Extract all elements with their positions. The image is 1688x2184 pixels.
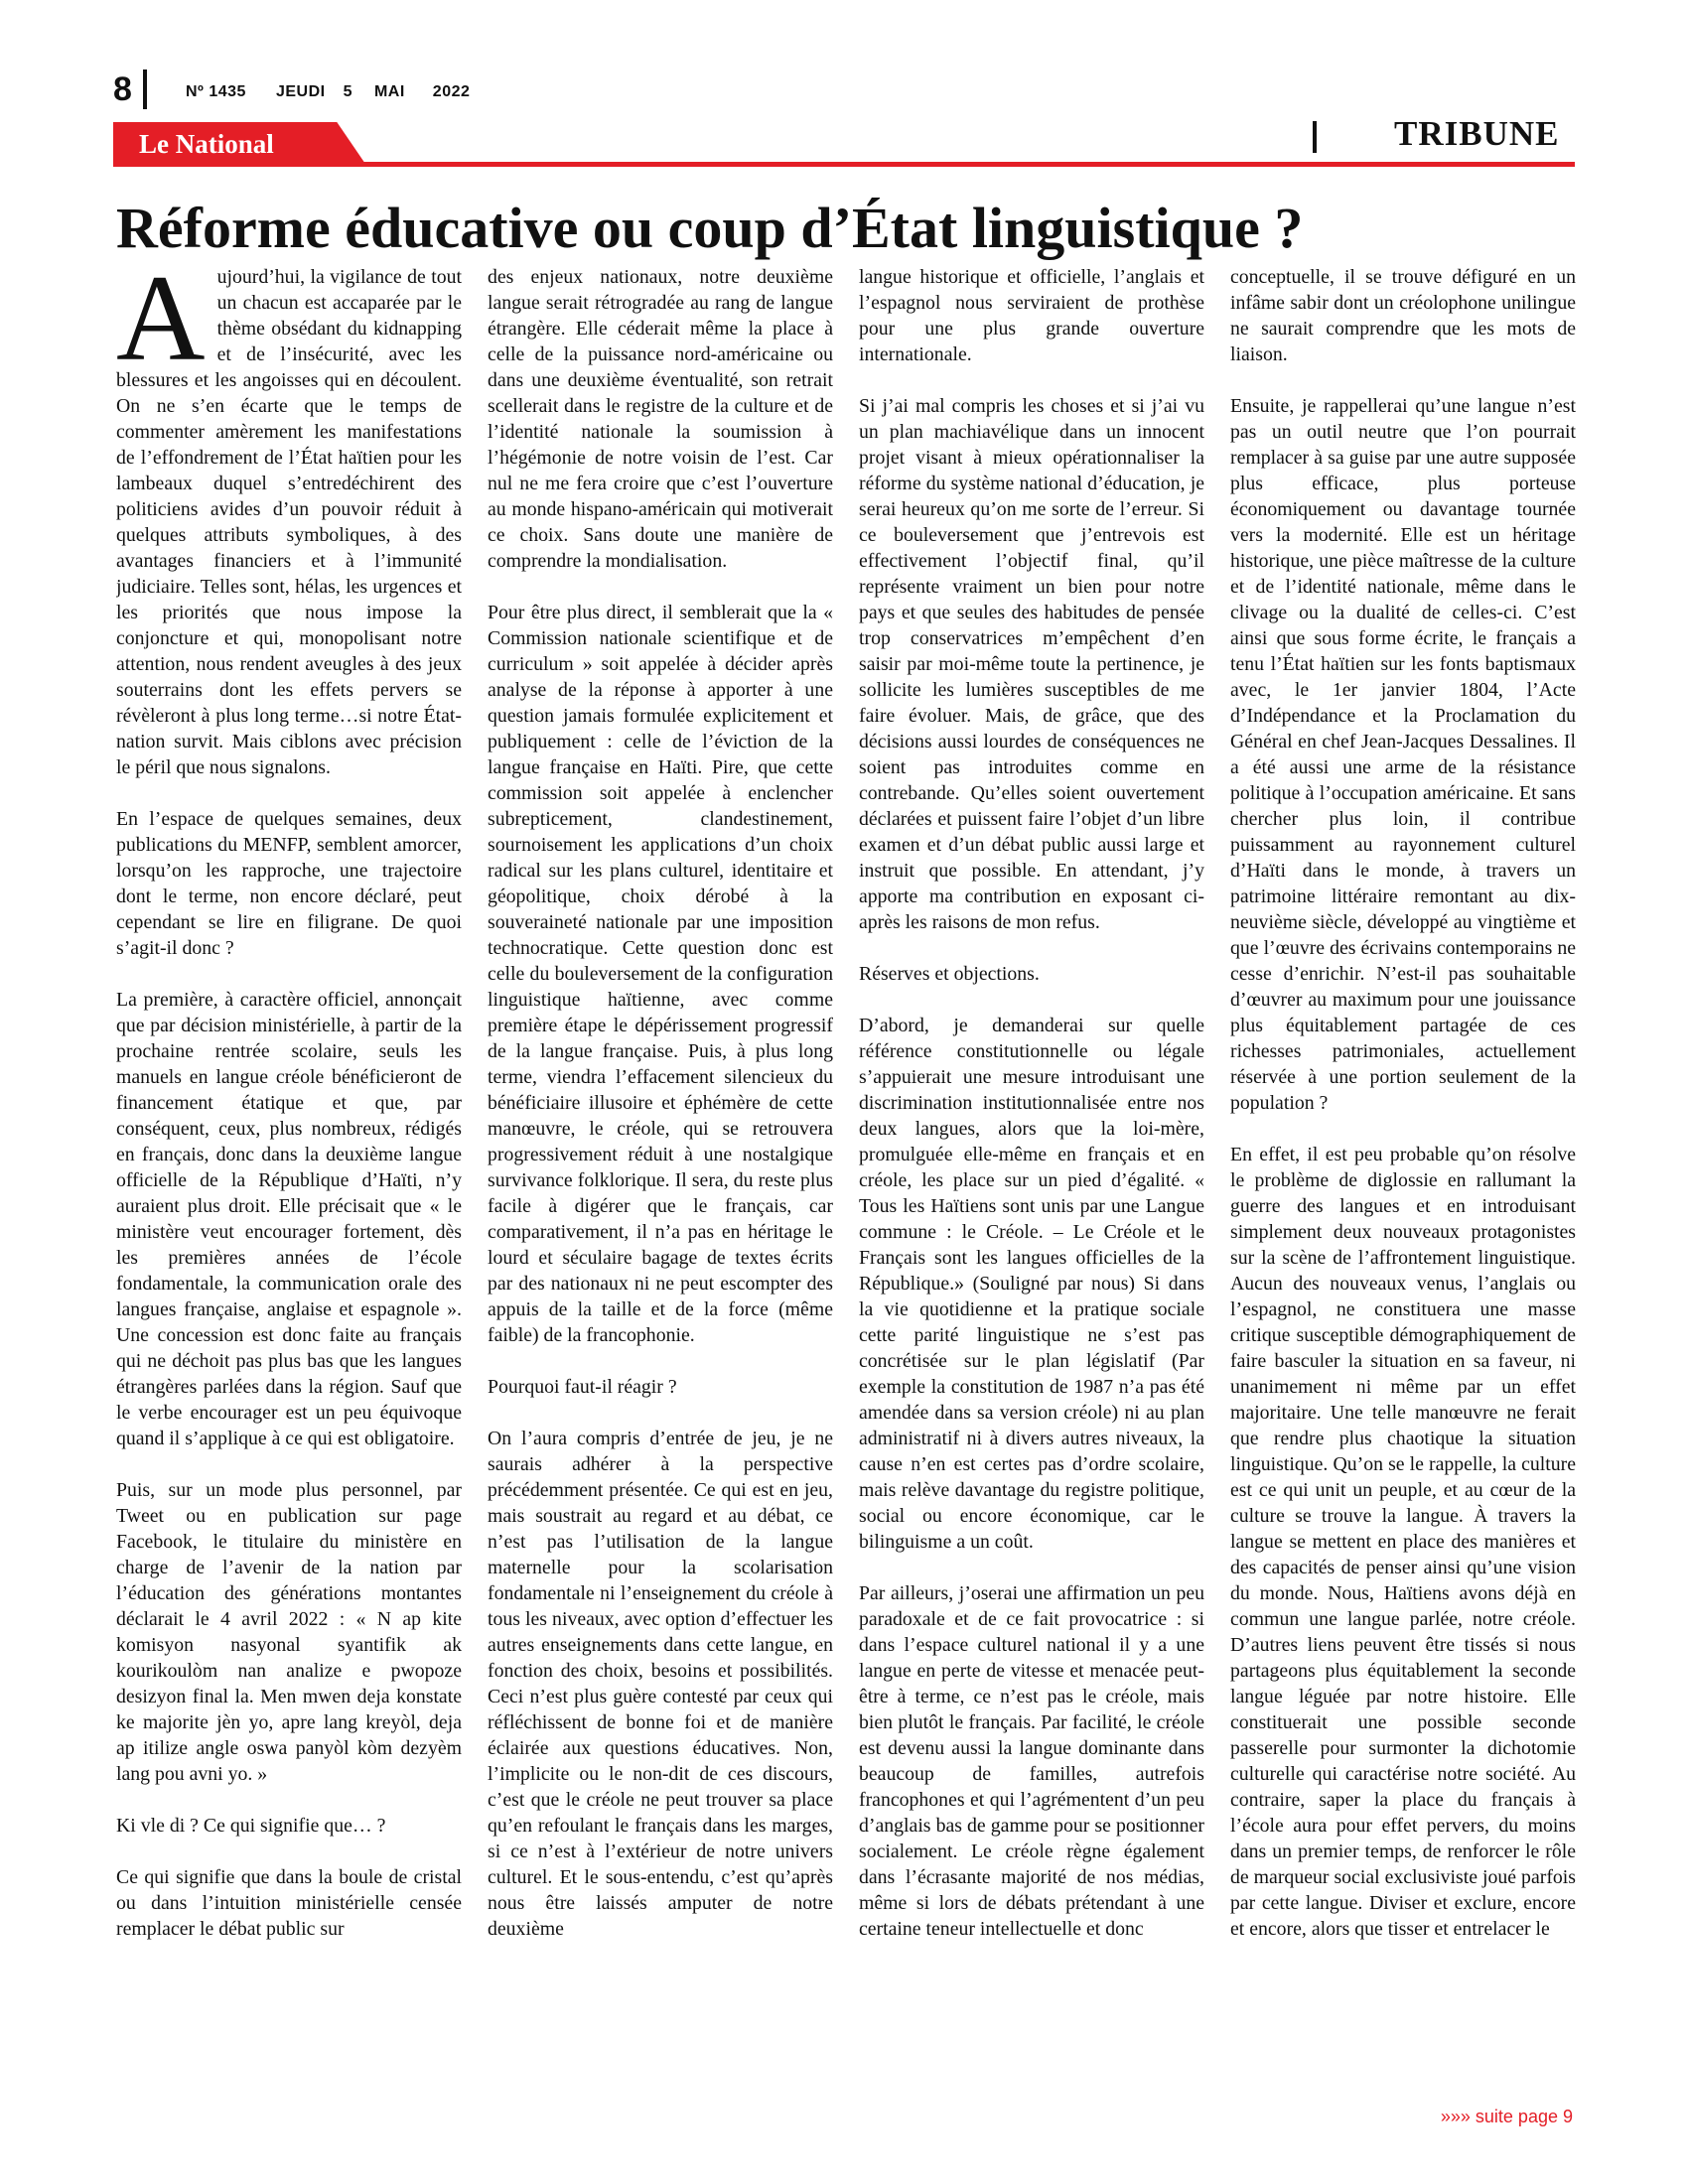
article-title: Réforme éducative ou coup d’État linguistique ? xyxy=(116,196,1304,260)
article-column-1 xyxy=(116,264,462,2066)
page-number: 8 xyxy=(113,70,132,108)
issue-date: 5 xyxy=(343,83,352,100)
subheading: Pourquoi faut-il réagir ? xyxy=(488,1376,677,1398)
article-column-2 xyxy=(488,264,833,2066)
paragraph: On l’aura compris d’entrée de jeu, je ne saurais adhérer à la perspective précédemment présentée. Ce qui est en jeu, mais soustrait au regard et au débat, ce n’est pas l’utilisation de la langue maternelle pour la scolarisation fondamentale ni l’enseignement du créole à tous les niveaux, avec option d’effectuer les autres enseignements dans cette langue, en fonction des choix, besoins et possibilités. Ceci n’est plus guère contesté par ceux qui réfléchissent de bonne foi et de manière éclairée aux questions éducatives. Non, l’implicite ou le non-dit de ces discours, c’est que le créole ne peut trouver sa place qu’en refoulant le français dans les marges, si ce n’est à l’extérieur de notre univers culturel. Et le sous-entendu, c’est qu’après nous être laissés amputer de notre deuxième xyxy=(488,1428,833,1940)
paragraph: langue historique et officielle, l’anglais et l’espagnol nous serviraient de prothèse pour une plus grande ouverture internationale. xyxy=(859,266,1204,365)
paragraph: La première, à caractère officiel, annonçait que par décision ministérielle, à partir de la prochaine rentrée scolaire, seuls les manuels en langue créole bénéficieront de financement étatique et que, par conséquent, ceux, plus nombreux, rédigés en français, donc dans la deuxième langue officielle de la République d’Haïti, n’y auraient plus droit. Elle précisait que « le ministère veut encourager fortement, dès les premières années de l’école fondamentale, la communication orale des langues française, anglaise et espagnole ». Une concession est donc faite au français qui ne déchoit pas plus bas que les langues étrangères parlées dans la région. Sauf que le verbe encourager est un peu équivoque quand il s’applique à ce qui est obligatoire. xyxy=(116,989,462,1449)
section-label: TRIBUNE xyxy=(1394,114,1560,153)
issue-month: MAI xyxy=(373,83,405,100)
paragraph-text: ujourd’hui, la vigilance de tout un chacun est accaparée par le thème obsédant du kidnapping et de l’insécurité, avec les blessures et les angoisses qui en découlent. On ne s’en écarte que le temps de commenter amèrement les manifestations de l’effondrement de l’État haïtien pour les lambeaux duquel s’entredéchirent des politiciens avides d’un pouvoir réduit à quelques attributs symboliques, à des avantages financiers et à l’immunité judiciaire. Telles sont, hélas, les urgences et les priorités que nous impose la conjoncture et qui, monopolisant notre attention, nous rendent aveugles à des jeux souterrains dont les effets pervers se révèleront à plus long terme…si notre État-nation survit. Mais ciblons avec précision le péril que nous signalons. xyxy=(116,266,462,778)
paragraph: Ki vle di ? Ce qui signifie que… ? xyxy=(116,1815,386,1837)
paragraph: Pour être plus direct, il semblerait que la « Commission nationale scientifique et de curriculum » soit appelée à décider après analyse de la réponse à apporter à une question jamais formulée explicitement et publiquement : celle de l’éviction de la langue française en Haïti. Pire, que cette commission soit appelée à enclencher subrepticement, clandestinement, sournoisement les applications d’un choix radical sur les plans culturel, identitaire et géopolitique, choix dérobé à la souveraineté nationale par une imposition technocratique. Cette question donc est celle du bouleversement de la configuration linguistique haïtienne, avec comme première étape le dépérissement progressif de la langue française. Puis, à plus long terme, viendra l’effacement silencieux du bénéficiaire illusoire et éphémère de cette manœuvre, le créole, qui se retrouvera progressivement réduit à une nostalgique survivance folklorique. Il sera, du reste plus facile à digérer que le français, car comparativement, il n’a pas en héritage le lourd et séculaire bagage de textes écrits par des nationaux ni ne peut escompter des appuis de la taille et de la force (même faible) de la francophonie. xyxy=(488,602,833,1346)
page-number-separator xyxy=(143,69,147,109)
article-body xyxy=(116,264,1576,2066)
article-column-3 xyxy=(859,264,1204,2066)
newspaper-logo: Le National xyxy=(139,129,274,159)
continued-on-page-link[interactable]: »»» suite page 9 xyxy=(1440,2107,1573,2126)
paragraph: des enjeux nationaux, notre deuxième langue serait rétrogradée au rang de langue étrangère. Elle céderait même la place à celle de la puissance nord-américaine ou dans une deuxième éventualité, son retrait scellerait dans le registre de la culture et de l’identité nationale la soumission à l’hégémonie de notre voisin de l’est. Car nul ne me fera croire que c’est l’ouverture au monde hispano-américain qui motiverait ce choix. Sans doute une manière de comprendre la mondialisation. xyxy=(488,266,833,572)
paragraph: Par ailleurs, j’oserai une affirmation un peu paradoxale et de ce fait provocatrice : si dans l’espace culturel national il y a une langue en perte de vitesse et menacée peut-être à terme, ce n’est pas le créole, mais bien plutôt le français. Par facilité, le créole est devenu aussi la langue dominante dans beaucoup de familles, autrefois francophones et qui l’agrémentent d’un peu d’anglais bas de gamme pour se positionner socialement. Le créole règne également dans l’écrasante majorité de nos médias, même si lors de débats prétendant à une certaine teneur intellectuelle et donc xyxy=(859,1582,1204,1940)
paragraph: Puis, sur un mode plus personnel, par Tweet ou en publication sur page Facebook, le titulaire du ministère en charge de l’avenir de la nation par l’éducation des générations montantes déclarait le 4 avril 2022 : « N ap kite komisyon nasyonal syantifik ak kourikoulòm nan analize e pwopoze desizyon final la. Men mwen deja konstate ke majorite jèn yo, apre lang kreyòl, deja ap itilize angle oswa panyòl kòm dezyèm lang pou avni yo. » xyxy=(116,1479,462,1785)
issue-info xyxy=(186,83,470,101)
header-red-rule xyxy=(113,162,1575,167)
paragraph: conceptuelle, il se trouve défiguré en un infâme sabir dont un créolophone unilingue ne saurait comprendre que les mots de liaison. xyxy=(1230,266,1576,365)
paragraph: Ce qui signifie que dans la boule de cristal ou dans l’intuition ministérielle censée remplacer le débat public sur xyxy=(116,1866,462,1940)
issue-day: JEUDI xyxy=(275,83,326,100)
paragraph: Ensuite, je rappellerai qu’une langue n’est pas un outil neutre que l’on pourrait remplacer à sa guise par une autre supposée plus efficace, plus porteuse économiquement ou davantage tournée vers la modernité. Elle est un héritage historique, une pièce maîtresse de la culture et de l’identité nationale, même dans le clivage ou la dualité de celles-ci. C’est ainsi que sous forme écrite, le français a tenu l’État haïtien sur les fonts baptismaux avec, le 1er janvier 1804, l’Acte d’Indépendance et la Proclamation du Général en chef Jean-Jacques Dessalines. Il a été aussi une arme de la résistance politique à l’occupation américaine. Et sans chercher plus loin, il contribue puissamment au rayonnement culturel d’Haïti dans le monde, à travers un patrimoine littéraire remontant au dix-neuvième siècle, développé au vingtième et que l’œuvre des écrivains contemporains ne cesse d’enrichir. N’est-il pas souhaitable d’œuvrer au maximum pour une jouissance plus équitablement partagée de ces richesses patrimoniales, actuellement réservée à une portion seulement de la population ? xyxy=(1230,395,1576,1114)
subheading: Réserves et objections. xyxy=(859,963,1040,985)
section-separator xyxy=(1313,121,1317,153)
paragraph: Si j’ai mal compris les choses et si j’ai vu un plan machiavélique dans un innocent projet visant à mieux opérationnaliser la réforme du système national d’éducation, je serai heureux qu’on me sorte de l’erreur. Si ce bouleversement que j’entrevois est effectivement l’objectif final, qu’il représente vraiment un bien pour notre pays et que seules des habitudes de pensée trop conservatrices m’empêchent d’en saisir par moi-même toute la pertinence, je sollicite les lumières susceptibles de me faire évoluer. Mais, de grâce, que des décisions aussi lourdes de conséquences ne soient pas introduites comme en contrebande. Qu’elles soient ouvertement déclarées et puissent faire l’objet d’un libre examen et d’un débat public aussi large et instruit que possible. En attendant, j’y apporte ma contribution en exposant ci-après les raisons de mon refus. xyxy=(859,395,1204,933)
paragraph xyxy=(116,264,462,780)
article-column-4 xyxy=(1230,264,1576,2066)
paragraph: En l’espace de quelques semaines, deux publications du MENFP, semblent amorcer, lorsqu’on les rapproche, une trajectoire dont le terme, non encore déclaré, peut cependant se lire en filigrane. De quoi s’agit-il donc ? xyxy=(116,808,462,959)
issue-year: 2022 xyxy=(432,83,471,100)
issue-number: Nº 1435 xyxy=(186,83,246,100)
paragraph: En effet, il est peu probable qu’on résolve le problème de diglossie en rallumant la guerre des langues et en introduisant simplement deux nouveaux protagonistes sur la scène de l’affrontement linguistique. Aucun des nouveaux venus, l’anglais ou l’espagnol, ne constituera une masse critique susceptible démographiquement de faire basculer la situation en sa faveur, ni unanimement ni même par un effet majoritaire. Une telle manœuvre ne ferait que rendre plus chaotique la situation linguistique. Qu’on se le rappelle, la culture est ce qui unit un peuple, et au cœur de la culture se trouve la langue. À travers la langue se mettent en place des manières et des capacités de penser ainsi qu’une vision du monde. Nous, Haïtiens avons déjà en commun une langue parlée, notre créole. D’autres liens peuvent être tissés si nous partageons plus équitablement la seconde langue léguée par notre histoire. Elle constituerait une possible seconde passerelle pour surmonter la dichotomie culturelle qui caractérise notre société. Au contraire, saper la place du français à l’école aura pour effet pervers, du moins dans un premier temps, de renforcer le rôle de marqueur social exclusiviste joué parfois par cette langue. Diviser et exclure, encore et encore, alors que tisser et entrelacer le xyxy=(1230,1144,1576,1940)
paragraph: D’abord, je demanderai sur quelle référence constitutionnelle ou légale s’appuierait une mesure introduisant une discrimination institutionnalisée entre nos deux langues, alors que la loi-mère, promulguée elle-même en français et en créole, les place sur un pied d’égalité. « Tous les Haïtiens sont unis par une Langue commune : le Créole. – Le Créole et le Français sont les langues officielles de la République.» (Souligné par nous) Si dans la vie quotidienne et la pratique sociale cette parité linguistique ne s’est pas concrétisée sur le plan législatif (Par exemple la constitution de 1987 n’a pas été amendée dans sa version créole) ni au plan administratif ni à divers autres niveaux, la cause n’en est certes pas d’ordre scolaire, mais relève davantage du registre politique, social ou encore économique, car le bilinguisme a un coût. xyxy=(859,1015,1204,1553)
drop-cap: A xyxy=(116,264,206,386)
